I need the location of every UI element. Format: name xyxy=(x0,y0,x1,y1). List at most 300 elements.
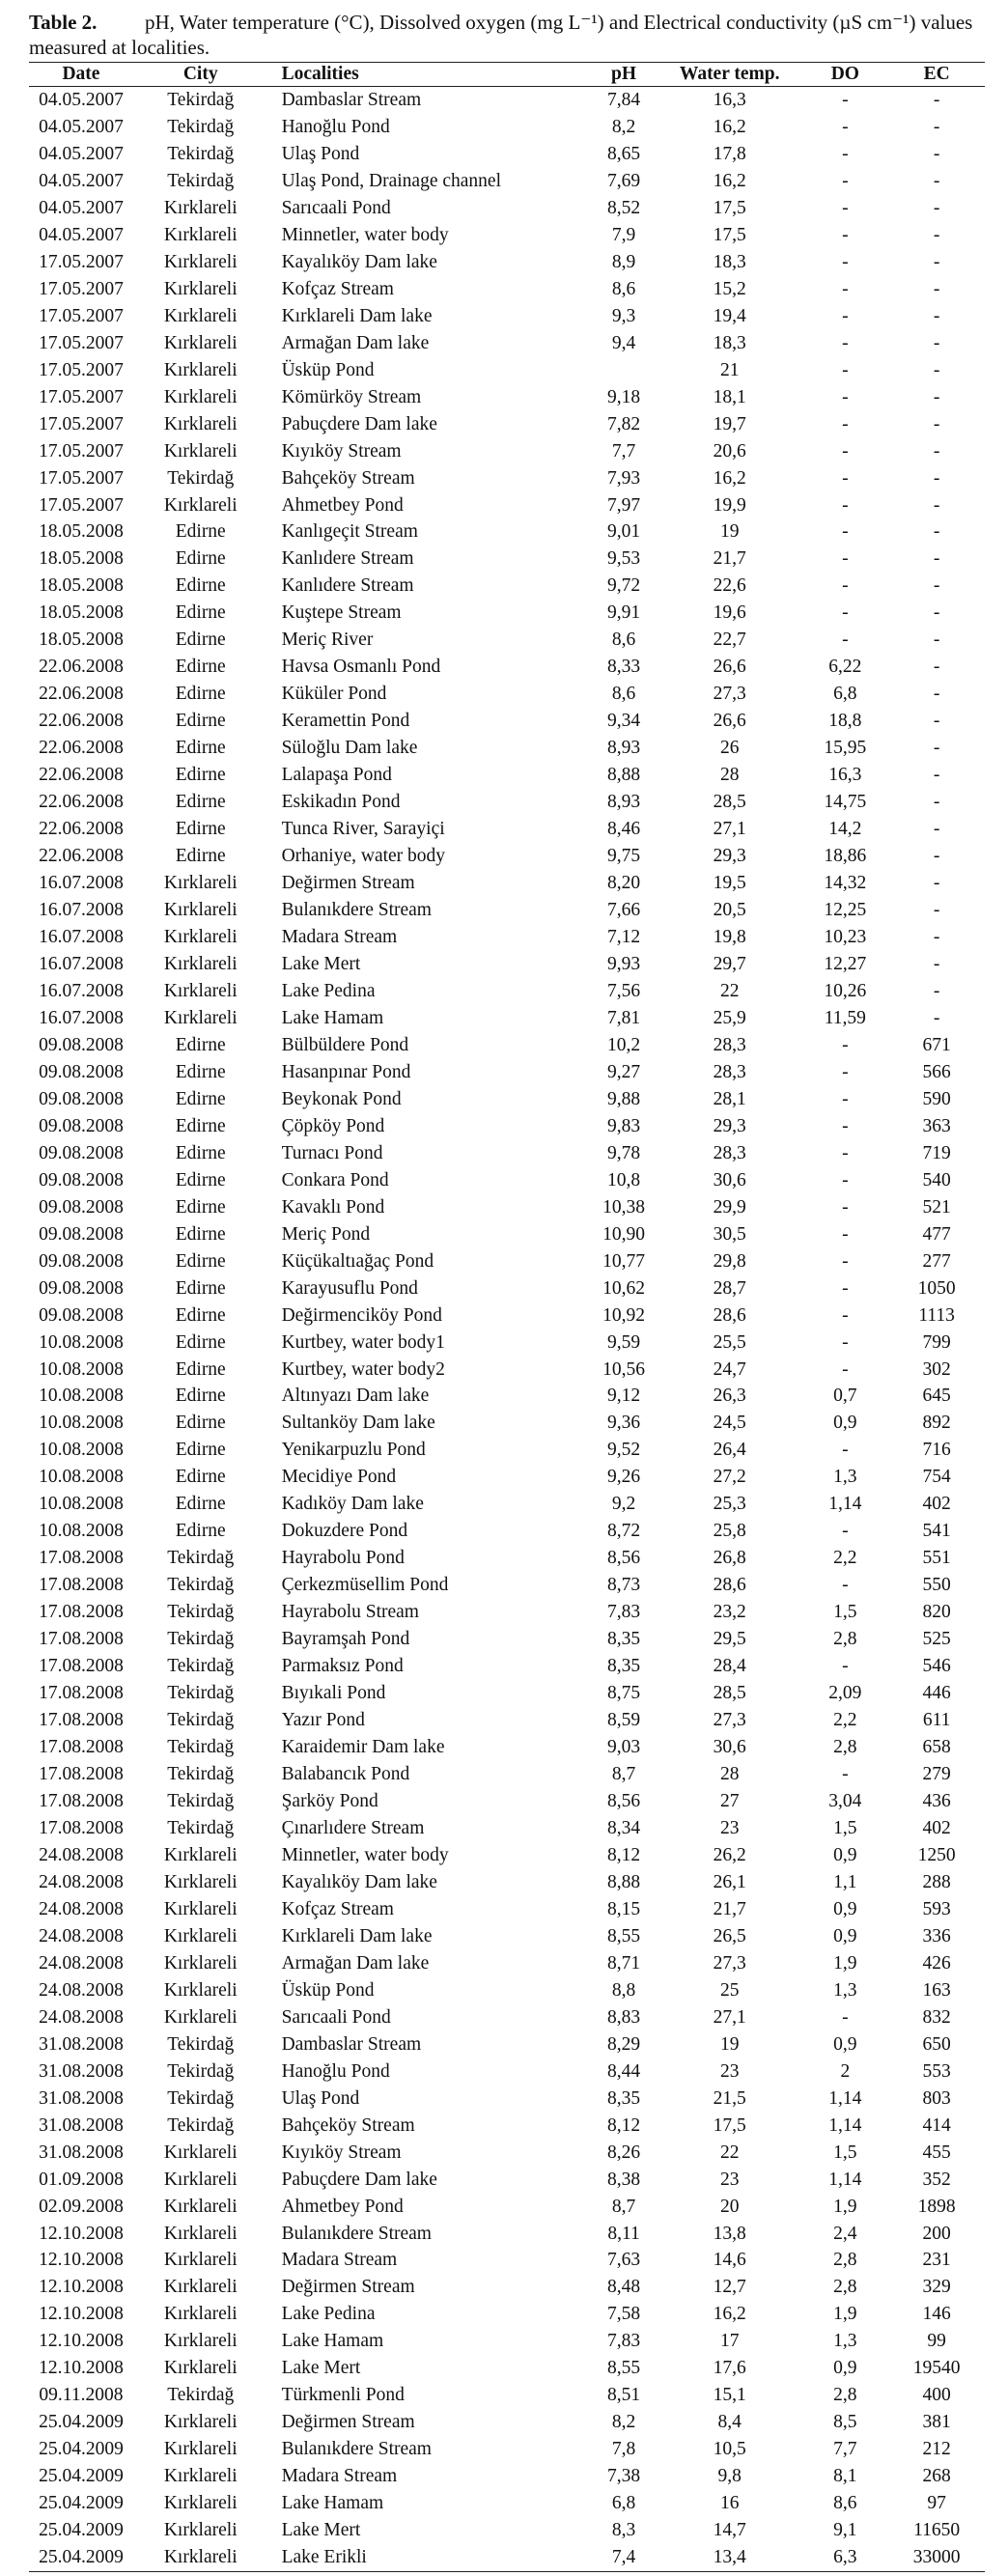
cell-water-temp: 12,7 xyxy=(713,2277,746,2298)
cell-locality: Kofçaz Stream xyxy=(281,278,394,299)
cell-city: Tekirdağ xyxy=(167,2060,235,2082)
table-row xyxy=(29,1572,985,1599)
cell-ec: 302 xyxy=(922,1358,951,1380)
cell-ph: 10,38 xyxy=(602,1196,645,1218)
cell-ec: 11650 xyxy=(913,2520,961,2541)
cell-do: 14,2 xyxy=(828,819,862,840)
table-row xyxy=(29,1923,985,1950)
cell-ph: 7,83 xyxy=(606,2331,641,2352)
cell-ec: - xyxy=(933,521,940,543)
cell-locality: Çöpköy Pond xyxy=(281,1115,385,1136)
cell-locality: Minnetler, water body xyxy=(281,224,449,245)
cell-do: 6,3 xyxy=(801,2544,888,2571)
column-header-ec: EC xyxy=(888,63,985,87)
cell-do: 18,86 xyxy=(824,846,867,867)
table-row xyxy=(29,2544,985,2571)
cell-locality: Bulanıkdere Stream xyxy=(281,900,432,921)
cell-do: 0,7 xyxy=(833,1386,857,1407)
cell-city: Kırklareli xyxy=(163,440,238,462)
cell-locality: Kurtbey, water body1 xyxy=(281,1331,445,1353)
table-row xyxy=(29,1626,985,1653)
table-row xyxy=(29,249,985,276)
table-row xyxy=(29,627,985,654)
cell-locality: Tunca River, Sarayiçi xyxy=(281,819,445,840)
cell-ec: 611 xyxy=(922,1710,951,1731)
cell-locality: Değirmenciköy Pond xyxy=(281,1304,442,1326)
cell-date: 22.06.2008 xyxy=(39,657,124,678)
cell-ec: - xyxy=(933,413,940,434)
cell-do: 10,26 xyxy=(824,980,867,1001)
cell-locality: Ahmetbey Pond xyxy=(281,2196,404,2217)
cell-locality: Bayramşah Pond xyxy=(281,1629,410,1650)
cell-ec: - xyxy=(933,657,940,678)
cell-city: Kırklareli xyxy=(163,1898,238,1919)
table-row xyxy=(29,438,985,465)
cell-ph: 9,34 xyxy=(606,711,641,732)
cell-date: 17.08.2008 xyxy=(39,1575,124,1596)
cell-ec: 593 xyxy=(922,1898,951,1919)
cell-ec: 446 xyxy=(922,1683,951,1704)
cell-ec: - xyxy=(933,224,940,245)
table-row xyxy=(29,2004,985,2031)
table-row xyxy=(29,1410,985,1437)
cell-ph: 8,2 xyxy=(611,2412,636,2433)
cell-do: - xyxy=(842,1440,849,1461)
cell-ph: 9,2 xyxy=(611,1494,636,1515)
table-row xyxy=(29,1221,985,1248)
cell-city: Tekirdağ xyxy=(167,116,235,137)
cell-ph: 7,83 xyxy=(606,1602,641,1623)
cell-city: Kırklareli xyxy=(163,980,238,1001)
table-row xyxy=(29,2355,985,2382)
cell-water-temp: 20,5 xyxy=(713,900,746,921)
cell-water-temp: 14,6 xyxy=(713,2250,746,2271)
cell-locality: Hayrabolu Pond xyxy=(281,1548,405,1569)
table-row xyxy=(29,924,985,951)
cell-water-temp: 28,4 xyxy=(713,1656,746,1677)
cell-ph: 9,18 xyxy=(606,386,641,407)
table-row xyxy=(29,1330,985,1357)
cell-ph: 8,8 xyxy=(611,1979,636,2001)
cell-date: 10.08.2008 xyxy=(39,1467,124,1488)
cell-city: Kırklareli xyxy=(163,1979,238,2001)
cell-ph: 9,03 xyxy=(606,1737,641,1758)
cell-ec: 268 xyxy=(922,2466,951,2487)
cell-date: 24.08.2008 xyxy=(39,1871,124,1892)
cell-do: - xyxy=(842,332,849,353)
cell-city: Edirne xyxy=(175,1521,226,1542)
cell-city: Edirne xyxy=(175,1467,226,1488)
cell-do: - xyxy=(842,1142,849,1163)
cell-ph: 7,38 xyxy=(606,2466,641,2487)
cell-water-temp: 28,5 xyxy=(713,1683,746,1704)
cell-do: - xyxy=(842,1277,849,1299)
cell-do: 12,27 xyxy=(824,953,867,974)
cell-date: 09.08.2008 xyxy=(39,1115,124,1136)
cell-locality: Çerkezmüsellim Pond xyxy=(281,1575,449,1596)
cell-ph: 7,82 xyxy=(606,413,641,434)
cell-water-temp: 21,7 xyxy=(713,548,746,570)
cell-ec: 455 xyxy=(922,2142,951,2163)
cell-ec: 892 xyxy=(922,1413,951,1434)
cell-water-temp: 18,1 xyxy=(713,386,746,407)
cell-date: 09.08.2008 xyxy=(39,1223,124,1245)
cell-city: Kırklareli xyxy=(163,2304,238,2325)
cell-date: 22.06.2008 xyxy=(39,684,124,705)
cell-city: Edirne xyxy=(175,1223,226,1245)
table-row xyxy=(29,1357,985,1384)
cell-water-temp: 19,8 xyxy=(713,927,746,948)
cell-water-temp: 28,7 xyxy=(713,1277,746,1299)
cell-locality: Pabuçdere Dam lake xyxy=(281,2169,437,2190)
cell-locality: Kanlıdere Stream xyxy=(281,548,414,570)
cell-date: 04.05.2007 xyxy=(39,197,124,218)
cell-locality: Karayusuflu Pond xyxy=(281,1277,418,1299)
cell-city: Kırklareli xyxy=(163,1007,238,1028)
cell-locality: Dambaslar Stream xyxy=(281,2033,422,2055)
cell-locality: Havsa Osmanlı Pond xyxy=(281,657,441,678)
cell-locality: Kanlıgeçit Stream xyxy=(281,521,418,543)
cell-ph: 8,65 xyxy=(606,143,641,164)
cell-city: Kırklareli xyxy=(163,251,238,272)
table-row xyxy=(29,222,985,249)
cell-water-temp: 27 xyxy=(719,1791,740,1812)
cell-date: 22.06.2008 xyxy=(39,819,124,840)
table-row xyxy=(29,411,985,438)
cell-ec: - xyxy=(933,494,940,516)
cell-do: - xyxy=(842,251,849,272)
cell-ph: 8,20 xyxy=(606,873,641,894)
table-row xyxy=(29,1842,985,1869)
cell-do: 14,75 xyxy=(824,792,867,813)
cell-ec: - xyxy=(933,251,940,272)
cell-do: - xyxy=(842,494,849,516)
cell-locality: Armağan Dam lake xyxy=(281,332,430,353)
cell-ph: 9,53 xyxy=(606,548,641,570)
cell-ph: 8,3 xyxy=(611,2520,636,2541)
cell-ph: 8,35 xyxy=(606,1656,641,1677)
table-row xyxy=(29,330,985,357)
cell-locality: Kayalıköy Dam lake xyxy=(281,251,437,272)
cell-ph: 8,38 xyxy=(606,2169,641,2190)
cell-city: Kırklareli xyxy=(163,1952,238,1974)
cell-ph: 7,84 xyxy=(606,89,641,110)
cell-do: - xyxy=(842,278,849,299)
cell-water-temp: 25,9 xyxy=(713,1007,746,1028)
cell-water-temp: 25 xyxy=(719,1979,740,2001)
cell-date: 17.08.2008 xyxy=(39,1602,124,1623)
cell-date: 17.08.2008 xyxy=(39,1548,124,1569)
cell-city: Edirne xyxy=(175,711,226,732)
cell-ph: 7,8 xyxy=(611,2439,636,2460)
cell-ph: 9,01 xyxy=(606,521,641,543)
cell-water-temp: 28 xyxy=(719,1764,740,1785)
cell-water-temp: 24,5 xyxy=(713,1413,746,1434)
cell-ph: 7,66 xyxy=(606,900,641,921)
cell-ec: 277 xyxy=(922,1250,951,1272)
table-row xyxy=(29,2031,985,2058)
cell-locality: Hasanpınar Pond xyxy=(281,1061,411,1082)
cell-date: 17.05.2007 xyxy=(39,251,124,272)
table-row xyxy=(29,681,985,708)
cell-city: Kırklareli xyxy=(163,2277,238,2298)
cell-locality: Bıyıkali Pond xyxy=(281,1683,386,1704)
cell-city: Edirne xyxy=(175,1440,226,1461)
cell-date: 31.08.2008 xyxy=(39,2060,124,2082)
cell-ph xyxy=(590,357,658,384)
cell-city: Tekirdağ xyxy=(167,1737,235,1758)
cell-date: 12.10.2008 xyxy=(39,2250,124,2271)
cell-date: 09.08.2008 xyxy=(39,1277,124,1299)
cell-water-temp: 19,7 xyxy=(713,413,746,434)
cell-date: 09.11.2008 xyxy=(39,2385,124,2406)
cell-water-temp: 15,2 xyxy=(713,278,746,299)
cell-ec: - xyxy=(933,386,940,407)
cell-water-temp: 22 xyxy=(719,2142,740,2163)
cell-ph: 9,4 xyxy=(611,332,636,353)
cell-water-temp: 28,5 xyxy=(713,792,746,813)
table-row xyxy=(29,114,985,141)
cell-water-temp: 26,5 xyxy=(713,1925,746,1946)
cell-city: Tekirdağ xyxy=(167,143,235,164)
table-row xyxy=(29,1815,985,1842)
cell-water-temp: 26,6 xyxy=(713,711,746,732)
cell-ec: 541 xyxy=(922,1521,951,1542)
cell-city: Kırklareli xyxy=(133,2544,268,2571)
cell-ph: 10,8 xyxy=(606,1169,641,1190)
cell-ph: 9,72 xyxy=(606,575,641,597)
table-row xyxy=(29,2140,985,2167)
cell-water-temp: 16 xyxy=(719,2493,740,2514)
cell-do: 9,1 xyxy=(833,2520,857,2541)
cell-do: 2,8 xyxy=(833,2250,857,2271)
cell-locality: Lake Pedina xyxy=(281,980,376,1001)
cell-ec: - xyxy=(933,792,940,813)
cell-city: Kırklareli xyxy=(163,2142,238,2163)
cell-water-temp: 26,2 xyxy=(713,1844,746,1865)
cell-do: 0,9 xyxy=(833,1844,857,1865)
cell-ec: 97 xyxy=(927,2493,946,2514)
cell-city: Kırklareli xyxy=(163,2196,238,2217)
table-row xyxy=(29,789,985,816)
cell-do: 6,22 xyxy=(828,657,862,678)
cell-locality: Altınyazı Dam lake xyxy=(281,1386,430,1407)
cell-city: Kırklareli xyxy=(163,224,238,245)
table-row xyxy=(29,1464,985,1491)
cell-do: 3,04 xyxy=(828,1791,862,1812)
cell-ph: 8,56 xyxy=(606,1548,641,1569)
cell-city: Edirne xyxy=(175,1196,226,1218)
cell-water-temp: 17,8 xyxy=(713,143,746,164)
cell-do: 1,5 xyxy=(833,2142,857,2163)
table-row xyxy=(29,2113,985,2140)
cell-date: 31.08.2008 xyxy=(39,2114,124,2136)
cell-date: 25.04.2009 xyxy=(39,2493,124,2514)
table-row xyxy=(29,2086,985,2113)
table-row xyxy=(29,1194,985,1221)
cell-do: 0,9 xyxy=(833,1413,857,1434)
cell-locality: Ulaş Pond xyxy=(281,143,360,164)
cell-date: 12.10.2008 xyxy=(39,2358,124,2379)
cell-water-temp: 19,5 xyxy=(713,873,746,894)
cell-do: - xyxy=(842,386,849,407)
cell-city: Edirne xyxy=(175,1413,226,1434)
cell-city: Edirne xyxy=(175,1034,226,1055)
cell-water-temp: 28,6 xyxy=(713,1575,746,1596)
cell-date: 10.08.2008 xyxy=(39,1358,124,1380)
cell-date: 31.08.2008 xyxy=(39,2087,124,2109)
cell-date: 17.05.2007 xyxy=(39,467,124,489)
cell-date: 12.10.2008 xyxy=(39,2277,124,2298)
cell-locality: Minnetler, water body xyxy=(281,1844,449,1865)
cell-city: Edirne xyxy=(175,657,226,678)
cell-ec: 288 xyxy=(922,1871,951,1892)
cell-ph: 8,93 xyxy=(606,738,641,759)
table-row xyxy=(29,1761,985,1788)
cell-locality: Çınarlıdere Stream xyxy=(281,1817,425,1838)
table-row xyxy=(29,2058,985,2086)
cell-do: - xyxy=(842,440,849,462)
cell-city: Kırklareli xyxy=(163,2412,238,2433)
cell-ec: 279 xyxy=(922,1764,951,1785)
cell-date: 10.08.2008 xyxy=(39,1521,124,1542)
cell-city: Tekirdağ xyxy=(167,89,235,110)
cell-do: - xyxy=(842,1115,849,1136)
cell-ec: 426 xyxy=(922,1952,951,1974)
cell-locality: Orhaniye, water body xyxy=(281,846,446,867)
cell-locality: Keramettin Pond xyxy=(281,711,410,732)
table-row xyxy=(29,1734,985,1761)
cell-ec: 566 xyxy=(922,1061,951,1082)
cell-city: Tekirdağ xyxy=(167,170,235,191)
cell-locality: Balabancık Pond xyxy=(281,1764,410,1785)
cell-locality: Pabuçdere Dam lake xyxy=(281,413,437,434)
cell-water-temp: 27,3 xyxy=(713,684,746,705)
cell-water-temp: 22 xyxy=(719,980,740,1001)
cell-date: 17.08.2008 xyxy=(39,1629,124,1650)
cell-city: Edirne xyxy=(175,575,226,597)
cell-ph: 8,51 xyxy=(606,2385,641,2406)
cell-do: - xyxy=(842,1169,849,1190)
cell-locality: Lake Hamam xyxy=(281,2493,384,2514)
cell-ec: 402 xyxy=(922,1494,951,1515)
cell-locality: Kavaklı Pond xyxy=(281,1196,385,1218)
cell-locality: Süloğlu Dam lake xyxy=(281,738,418,759)
cell-ph: 8,6 xyxy=(611,278,636,299)
cell-do: 1,5 xyxy=(833,1602,857,1623)
table-body xyxy=(29,87,985,2572)
cell-water-temp: 17,6 xyxy=(713,2358,746,2379)
cell-locality: Kırklareli Dam lake xyxy=(281,1925,433,1946)
cell-do: - xyxy=(842,116,849,137)
table-row xyxy=(29,2274,985,2301)
table-row xyxy=(29,762,985,789)
cell-ec: - xyxy=(933,197,940,218)
cell-ph: 8,7 xyxy=(611,1764,636,1785)
cell-ph: 8,29 xyxy=(606,2033,641,2055)
cell-locality: Parmaksız Pond xyxy=(281,1656,404,1677)
cell-water-temp: 24,7 xyxy=(713,1358,746,1380)
table-caption-text: pH, Water temperature (°C), Dissolved oxygen (mg L⁻¹) and Electrical conductivity (µS cm⁻¹) values measured at localities. xyxy=(29,11,973,59)
table-row xyxy=(29,2301,985,2328)
cell-do: 2,2 xyxy=(833,1548,857,1569)
cell-ph: 8,35 xyxy=(606,2087,641,2109)
cell-water-temp: 10,5 xyxy=(713,2439,746,2460)
column-header-date: Date xyxy=(29,63,133,87)
cell-ec: - xyxy=(933,467,940,489)
cell-ph: 10,90 xyxy=(602,1223,645,1245)
cell-ph: 8,93 xyxy=(606,792,641,813)
cell-date: 17.08.2008 xyxy=(39,1764,124,1785)
table-row xyxy=(29,1545,985,1572)
table-row xyxy=(29,951,985,978)
cell-do: 2,8 xyxy=(833,2385,857,2406)
cell-city: Tekirdağ xyxy=(167,1656,235,1677)
cell-ec: - xyxy=(933,359,940,380)
cell-do: 8,1 xyxy=(833,2466,857,2487)
cell-city: Tekirdağ xyxy=(167,1683,235,1704)
cell-ec: 1250 xyxy=(917,1844,956,1865)
cell-locality: Madara Stream xyxy=(281,2250,398,2271)
cell-ec: 658 xyxy=(922,1737,951,1758)
cell-date: 18.05.2008 xyxy=(39,548,124,570)
cell-ec: 553 xyxy=(922,2060,951,2082)
cell-ec: - xyxy=(933,953,940,974)
cell-ec: 336 xyxy=(922,1925,951,1946)
cell-date: 22.06.2008 xyxy=(39,738,124,759)
cell-date: 17.05.2007 xyxy=(39,305,124,326)
table-row xyxy=(29,1248,985,1275)
cell-do: - xyxy=(842,143,849,164)
cell-water-temp: 16,2 xyxy=(713,116,746,137)
cell-city: Tekirdağ xyxy=(167,2033,235,2055)
cell-do: 2,8 xyxy=(833,1629,857,1650)
cell-ph: 8,11 xyxy=(607,2223,640,2244)
cell-ph: 7,69 xyxy=(606,170,641,191)
cell-do: 2 xyxy=(840,2060,851,2082)
cell-do: 2,8 xyxy=(833,2277,857,2298)
cell-ph: 8,88 xyxy=(606,1871,641,1892)
table-row xyxy=(29,303,985,330)
cell-ph: 9,91 xyxy=(606,602,641,624)
cell-water-temp: 21,7 xyxy=(713,1898,746,1919)
cell-date: 17.08.2008 xyxy=(39,1656,124,1677)
cell-ec: - xyxy=(933,819,940,840)
table-row xyxy=(29,1113,985,1140)
cell-city: Tekirdağ xyxy=(167,1764,235,1785)
cell-ec: - xyxy=(933,765,940,786)
cell-city: Tekirdağ xyxy=(167,2385,235,2406)
cell-locality: Bahçeköy Stream xyxy=(281,2114,415,2136)
column-header-city: City xyxy=(133,63,268,87)
cell-do: - xyxy=(842,2006,849,2028)
cell-water-temp: 22,6 xyxy=(713,575,746,597)
cell-ec: - xyxy=(933,116,940,137)
cell-ph: 10,62 xyxy=(602,1277,645,1299)
cell-ph: 7,7 xyxy=(611,440,636,462)
cell-do: - xyxy=(842,575,849,597)
cell-do: - xyxy=(842,359,849,380)
cell-water-temp: 19,9 xyxy=(713,494,746,516)
cell-do: 6,8 xyxy=(833,684,857,705)
cell-date: 16.07.2008 xyxy=(39,980,124,1001)
cell-water-temp: 29,5 xyxy=(713,1629,746,1650)
cell-ec: 650 xyxy=(922,2033,951,2055)
cell-date: 17.05.2007 xyxy=(39,278,124,299)
cell-date: 01.09.2008 xyxy=(39,2169,124,2190)
cell-ph: 10,56 xyxy=(602,1358,645,1380)
cell-water-temp: 18,3 xyxy=(713,251,746,272)
